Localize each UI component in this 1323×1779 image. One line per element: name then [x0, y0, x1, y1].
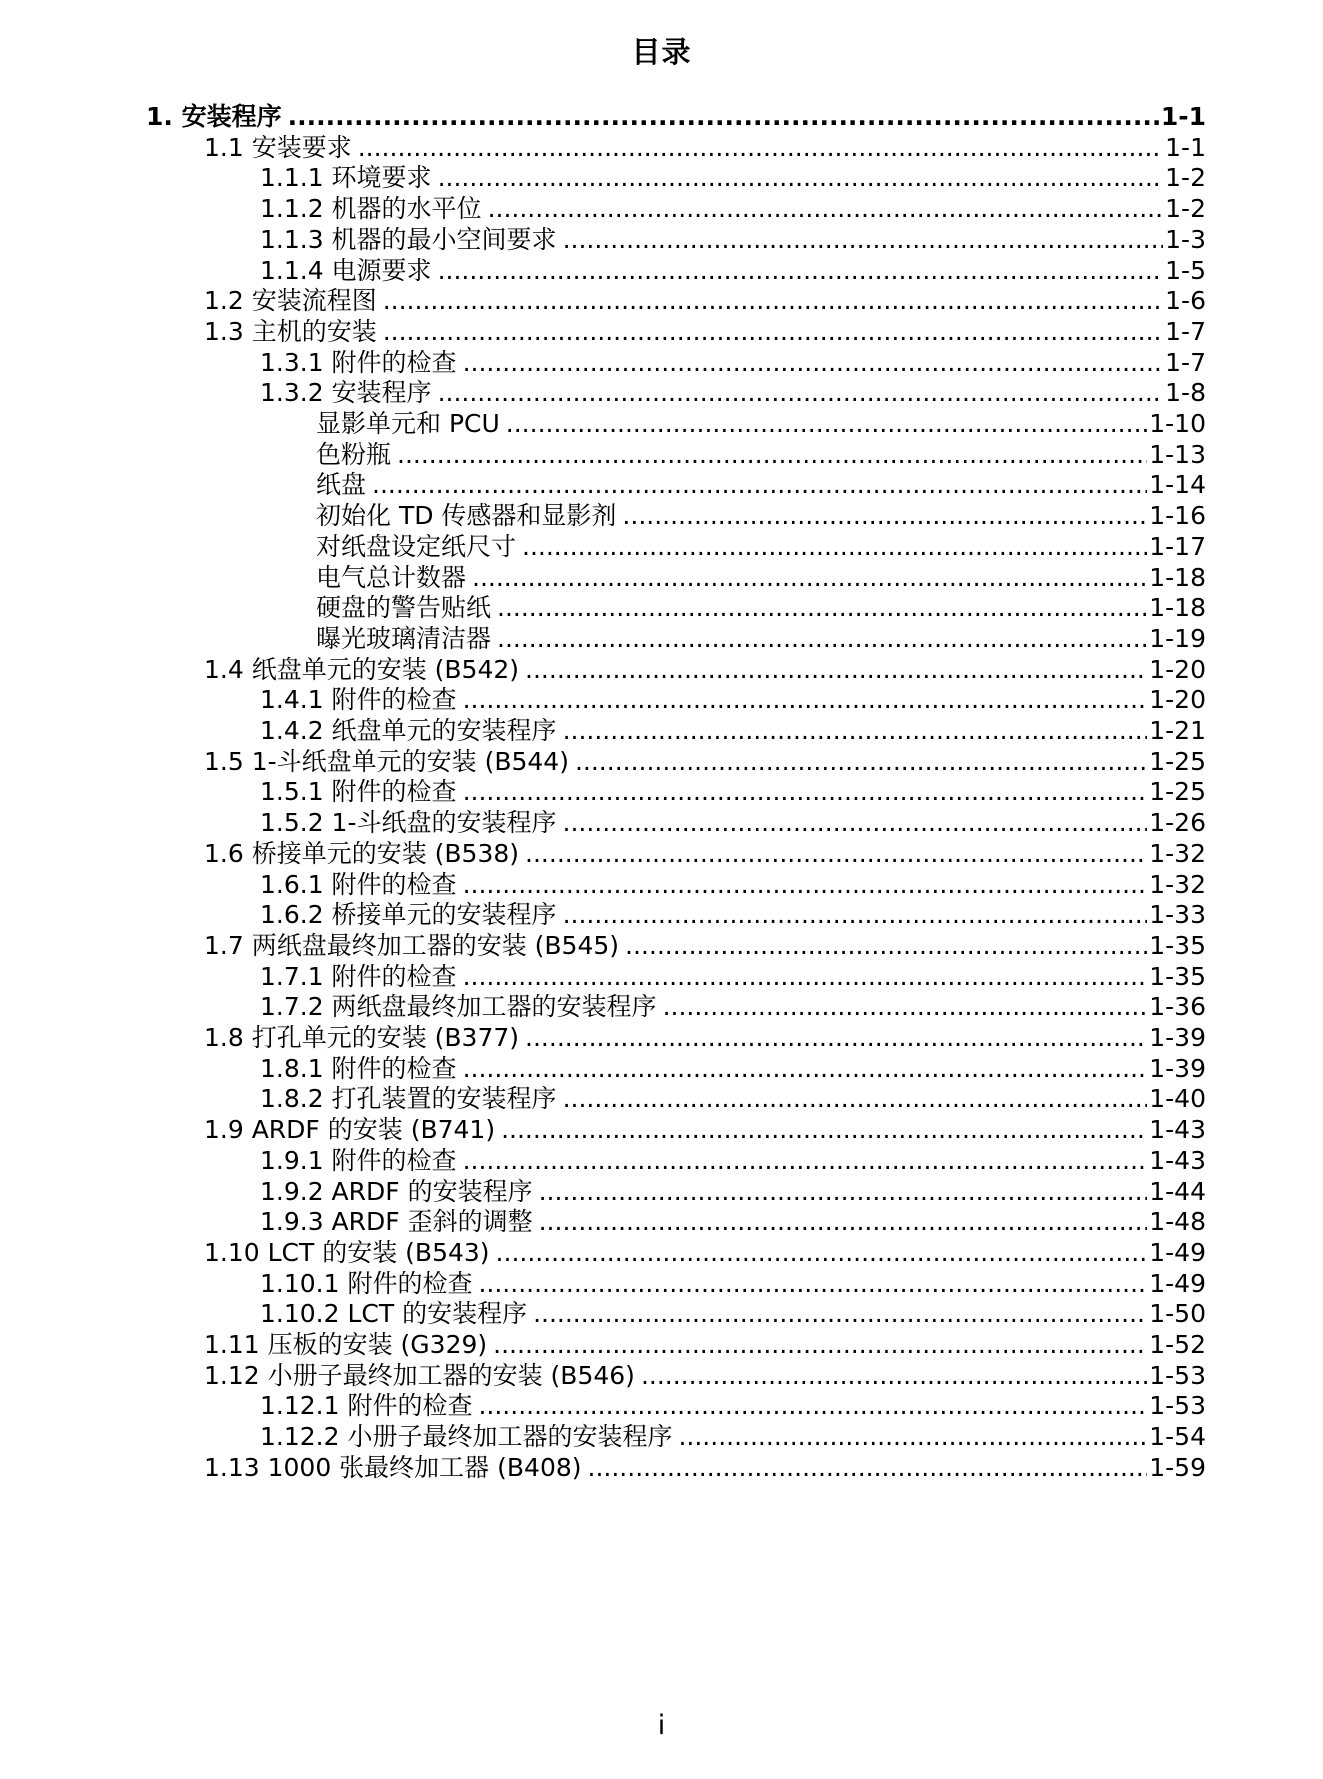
toc-entry-page: 1-18 — [1149, 562, 1206, 592]
toc-entry[interactable] — [316, 591, 1206, 625]
toc-entry-page: 1-44 — [1149, 1176, 1206, 1206]
toc-entry-title: 1.10.1 附件的检查 — [260, 1268, 473, 1298]
toc-entry-page: 1-49 — [1149, 1237, 1206, 1267]
toc-dot-leader — [625, 929, 1147, 963]
toc-entry-page: 1-35 — [1149, 930, 1206, 960]
toc-entry[interactable] — [260, 683, 1206, 717]
toc-entry[interactable] — [146, 100, 1206, 134]
toc-entry-title: 电气总计数器 — [316, 562, 467, 592]
toc-dot-leader — [438, 376, 1164, 410]
toc-dot-leader — [497, 622, 1147, 656]
toc-entry-title: 1.12 小册子最终加工器的安装 (B546) — [204, 1360, 635, 1390]
toc-entry-page: 1-7 — [1165, 316, 1206, 346]
toc-dot-leader — [563, 1082, 1148, 1116]
toc-entry[interactable] — [204, 929, 1206, 963]
toc-entry[interactable] — [316, 407, 1206, 441]
toc-entry-page: 1-52 — [1149, 1330, 1206, 1359]
toc-entry-page: 1-8 — [1165, 378, 1206, 408]
toc-entry-page: 1-33 — [1149, 900, 1206, 930]
toc-dot-leader — [539, 1175, 1148, 1209]
toc-entry[interactable] — [204, 1359, 1206, 1393]
toc-entry-title: 1.6 桥接单元的安装 (B538) — [204, 838, 520, 868]
toc-dot-leader — [463, 960, 1148, 994]
toc-dot-leader — [383, 315, 1163, 349]
toc-entry-title: 显影单元和 PCU — [316, 409, 500, 438]
toc-dot-leader — [522, 530, 1147, 564]
toc-dot-leader — [497, 591, 1147, 625]
toc-entry-page: 1-16 — [1149, 501, 1206, 531]
toc-entry-page: 1-59 — [1149, 1452, 1206, 1482]
toc-entry[interactable] — [260, 1297, 1206, 1331]
toc-entry[interactable] — [260, 1144, 1206, 1178]
toc-entry-page: 1-18 — [1149, 593, 1206, 623]
toc-dot-leader — [575, 745, 1147, 779]
toc-entry-page: 1-53 — [1149, 1391, 1206, 1421]
toc-entry-title: 曝光玻璃清洁器 — [316, 623, 492, 653]
toc-entry-title: 1.9.1 附件的检查 — [260, 1145, 457, 1175]
toc-entry-title: 色粉瓶 — [316, 439, 392, 469]
toc-entry[interactable] — [260, 376, 1206, 410]
toc-dot-leader — [563, 898, 1148, 932]
toc-dot-leader — [678, 1420, 1147, 1454]
toc-entry-page: 1-43 — [1149, 1115, 1206, 1145]
toc-entry-title: 1.7.1 附件的检查 — [260, 961, 457, 991]
toc-dot-leader — [622, 499, 1147, 533]
toc-entry-title: 1.2 安装流程图 — [204, 286, 377, 316]
toc-dot-leader — [563, 806, 1148, 840]
toc-entry-page: 1-2 — [1165, 194, 1206, 224]
toc-entry[interactable] — [260, 990, 1206, 1024]
toc-entry[interactable] — [204, 315, 1206, 349]
toc-entry[interactable] — [204, 284, 1206, 318]
toc-dot-leader — [501, 1113, 1147, 1147]
toc-entry-title: 1.9.3 ARDF 歪斜的调整 — [260, 1207, 533, 1237]
toc-entry-title: 1. 安装程序 — [146, 102, 282, 131]
toc-entry-title: 1.5.1 附件的检查 — [260, 777, 457, 807]
toc-dot-leader — [533, 1297, 1147, 1331]
toc-entry-page: 1-40 — [1149, 1084, 1206, 1114]
toc-entry-page: 1-10 — [1149, 409, 1206, 438]
toc-dot-leader — [463, 868, 1148, 902]
toc-dot-leader — [493, 1328, 1147, 1362]
toc-entry-title: 1.7 两纸盘最终加工器的安装 (B545) — [204, 930, 620, 960]
toc-entry-page: 1-49 — [1149, 1268, 1206, 1298]
toc-entry-title: 1.3 主机的安装 — [204, 316, 377, 346]
toc-entry-page: 1-17 — [1149, 531, 1206, 561]
toc-entry[interactable] — [204, 837, 1206, 871]
toc-entry[interactable] — [260, 192, 1206, 226]
toc-entry[interactable] — [260, 868, 1206, 902]
toc-entry-page: 1-6 — [1165, 286, 1206, 316]
toc-entry[interactable] — [260, 223, 1206, 257]
toc-entry[interactable] — [204, 1236, 1206, 1270]
toc-entry[interactable] — [316, 438, 1206, 472]
toc-dot-leader — [463, 775, 1148, 809]
toc-entry-title: 1.10.2 LCT 的安装程序 — [260, 1299, 528, 1329]
toc-entry-title: 1.1.2 机器的水平位 — [260, 194, 482, 224]
toc-entry-page: 1-20 — [1149, 685, 1206, 715]
toc-entry[interactable] — [260, 898, 1206, 932]
toc-dot-leader — [438, 254, 1164, 288]
toc-entry-page: 1-7 — [1165, 347, 1206, 377]
toc-dot-leader — [463, 1052, 1148, 1086]
toc-entry[interactable] — [316, 561, 1206, 595]
toc-dot-leader — [563, 714, 1148, 748]
toc-entry-title: 1.4 纸盘单元的安装 (B542) — [204, 654, 520, 684]
toc-dot-leader — [478, 1389, 1147, 1423]
toc-entry[interactable] — [260, 960, 1206, 994]
toc-entry-page: 1-48 — [1149, 1207, 1206, 1237]
toc-entry-page: 1-20 — [1149, 654, 1206, 684]
toc-entry-title: 1.1.1 环境要求 — [260, 163, 432, 193]
toc-entry-page: 1-39 — [1149, 1023, 1206, 1052]
toc-dot-leader — [539, 1205, 1148, 1239]
toc-entry[interactable] — [260, 806, 1206, 840]
toc-entry-page: 1-3 — [1165, 224, 1206, 254]
toc-entry[interactable] — [260, 1420, 1206, 1454]
toc-dot-leader — [463, 1144, 1148, 1178]
toc-entry-page: 1-25 — [1149, 777, 1206, 807]
toc-entry-title: 1.1 安装要求 — [204, 132, 352, 162]
toc-dot-leader — [663, 990, 1148, 1024]
toc-entry[interactable] — [204, 1021, 1206, 1055]
toc-dot-leader — [372, 468, 1147, 502]
toc-dot-leader — [525, 653, 1147, 687]
toc-entry-title: 1.1.4 电源要求 — [260, 255, 432, 285]
toc-dot-leader — [588, 1451, 1148, 1485]
toc-dot-leader — [525, 837, 1147, 871]
toc-entry[interactable] — [260, 254, 1206, 288]
toc-dot-leader — [383, 284, 1163, 318]
toc-entry[interactable] — [260, 1052, 1206, 1086]
toc-dot-leader — [496, 1236, 1148, 1270]
toc-dot-leader — [563, 223, 1164, 257]
toc-entry-page: 1-54 — [1149, 1422, 1206, 1452]
toc-dot-leader — [488, 192, 1164, 226]
toc-entry-title: 1.3.2 安装程序 — [260, 378, 432, 408]
toc-entry-title: 1.8.1 附件的检查 — [260, 1053, 457, 1083]
toc-entry-title: 1.6.2 桥接单元的安装程序 — [260, 900, 557, 930]
toc-entry-page: 1-1 — [1160, 102, 1206, 131]
toc-dot-leader — [288, 100, 1159, 134]
toc-entry-page: 1-21 — [1149, 716, 1206, 745]
toc-entry[interactable] — [260, 1389, 1206, 1423]
toc-entry[interactable] — [316, 530, 1206, 564]
toc-entry-page: 1-26 — [1149, 808, 1206, 838]
toc-dot-leader — [463, 683, 1148, 717]
toc-entry-title: 1.5.2 1-斗纸盘的安装程序 — [260, 808, 557, 838]
toc-entry-page: 1-39 — [1149, 1053, 1206, 1083]
toc-dot-leader — [506, 407, 1147, 441]
toc-entry[interactable] — [204, 1113, 1206, 1147]
toc-entry-title: 纸盘 — [316, 470, 367, 500]
toc-entry-title: 初始化 TD 传感器和显影剂 — [316, 501, 617, 531]
toc-entry-title: 1.6.1 附件的检查 — [260, 869, 457, 899]
toc-dot-leader — [463, 346, 1164, 380]
toc-dot-leader — [438, 161, 1164, 195]
toc-entry[interactable] — [204, 131, 1206, 165]
toc-entry-title: 1.12.1 附件的检查 — [260, 1391, 473, 1421]
toc-entry[interactable] — [204, 1451, 1206, 1485]
toc-entry-page: 1-32 — [1149, 838, 1206, 868]
page-number-footer: i — [657, 1710, 666, 1741]
toc-entry[interactable] — [204, 745, 1206, 779]
toc-entry-page: 1-50 — [1149, 1299, 1206, 1329]
toc-entry-title: 1.8 打孔单元的安装 (B377) — [204, 1023, 520, 1052]
toc-entry[interactable] — [204, 1328, 1206, 1362]
toc-entry-page: 1-2 — [1165, 163, 1206, 193]
toc-entry[interactable] — [204, 653, 1206, 687]
toc-dot-leader — [641, 1359, 1147, 1393]
toc-entry-page: 1-14 — [1149, 470, 1206, 500]
toc-entry[interactable] — [260, 1175, 1206, 1209]
toc-entry-title: 硬盘的警告贴纸 — [316, 593, 492, 623]
toc-entry[interactable] — [260, 1082, 1206, 1116]
toc-entry-title: 1.4.1 附件的检查 — [260, 685, 457, 715]
toc-entry[interactable] — [316, 622, 1206, 656]
toc-entry-page: 1-36 — [1149, 992, 1206, 1022]
toc-entry-title: 1.3.1 附件的检查 — [260, 347, 457, 377]
page-title: 目录 — [631, 35, 692, 69]
toc-entry[interactable] — [260, 346, 1206, 380]
toc-entry-page: 1-5 — [1165, 255, 1206, 285]
toc-entry[interactable] — [260, 714, 1206, 748]
toc-entry-page: 1-35 — [1149, 961, 1206, 991]
toc-entry-title: 1.9 ARDF 的安装 (B741) — [204, 1115, 496, 1145]
toc-entry[interactable] — [316, 499, 1206, 533]
toc-entry-page: 1-53 — [1149, 1360, 1206, 1390]
toc-entry-page: 1-32 — [1149, 869, 1206, 899]
toc-entry[interactable] — [316, 468, 1206, 502]
toc-entry-page: 1-13 — [1149, 439, 1206, 469]
toc-entry-title: 1.8.2 打孔装置的安装程序 — [260, 1084, 557, 1114]
toc-entry-page: 1-25 — [1149, 746, 1206, 776]
toc-entry-page: 1-1 — [1165, 132, 1206, 162]
toc-entry-title: 1.4.2 纸盘单元的安装程序 — [260, 716, 557, 745]
toc-dot-leader — [472, 561, 1147, 595]
toc-entry[interactable] — [260, 1205, 1206, 1239]
toc-entry-title: 1.1.3 机器的最小空间要求 — [260, 224, 557, 254]
toc-dot-leader — [478, 1267, 1147, 1301]
toc-dot-leader — [358, 131, 1163, 165]
toc-dot-leader — [397, 438, 1147, 472]
toc-entry-page: 1-43 — [1149, 1145, 1206, 1175]
toc-entry-page: 1-19 — [1149, 623, 1206, 653]
toc-dot-leader — [525, 1021, 1147, 1055]
toc-entry-title: 1.7.2 两纸盘最终加工器的安装程序 — [260, 992, 657, 1022]
toc-entry-title: 1.10 LCT 的安装 (B543) — [204, 1237, 490, 1267]
toc-entry-title: 1.12.2 小册子最终加工器的安装程序 — [260, 1422, 673, 1452]
toc-entry-title: 1.9.2 ARDF 的安装程序 — [260, 1176, 533, 1206]
toc-entry-title: 1.5 1-斗纸盘单元的安装 (B544) — [204, 746, 569, 776]
toc-entry-title: 1.11 压板的安装 (G329) — [204, 1330, 488, 1359]
toc-entry-title: 对纸盘设定纸尺寸 — [316, 531, 517, 561]
toc-entry-title: 1.13 1000 张最终加工器 (B408) — [204, 1452, 582, 1482]
toc-entry[interactable] — [260, 775, 1206, 809]
toc-entry[interactable] — [260, 161, 1206, 195]
toc-entry[interactable] — [260, 1267, 1206, 1301]
